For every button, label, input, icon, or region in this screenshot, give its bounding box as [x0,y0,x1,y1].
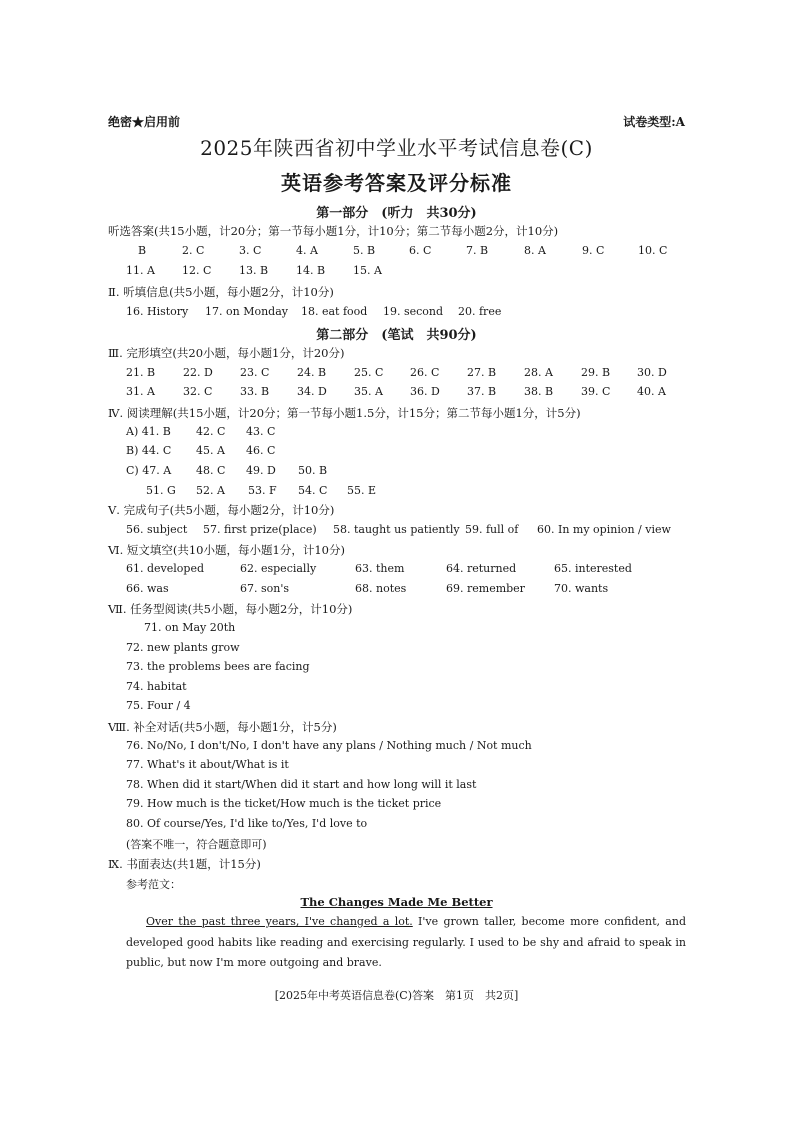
answer: A) 41. B [126,425,171,438]
answer: 54. C [298,484,328,497]
answer-line: 71. on May 20th [144,621,236,634]
answer: 66. was [126,582,169,595]
section-2-label: Ⅱ. 听填信息(共5小题，每小题2分，计10分) [108,285,334,299]
answer: 49. D [246,464,276,477]
answer-line: 76. No/No, I don't/No, I don't have any plans / Nothing much / Not much [126,739,532,752]
answer: 45. A [196,444,225,457]
section-1-label: 听选答案(共15小题，计20分；第一节每小题1分，计10分；第二节每小题2分，计10分) [108,224,559,238]
paper-type-label: 试卷类型:A [623,115,685,129]
answer: 60. In my opinion / view [537,523,671,536]
answer: 52. A [196,484,225,497]
answer: 62. especially [240,562,317,575]
answer: 8. A [524,244,546,257]
answer: 16. History [126,305,189,318]
answer: 11. A [126,264,155,277]
answer: 36. D [410,385,440,398]
reference-label: 参考范文： [126,878,181,891]
answer: 19. second [383,305,444,318]
answer: 28. A [524,366,553,379]
answer: B) 44. C [126,444,172,457]
answer: 58. taught us patiently [333,523,460,536]
answer: 43. C [246,425,276,438]
answer: 20. free [458,305,502,318]
essay-title: The Changes Made Me Better [300,895,493,909]
section-4-label: Ⅳ. 阅读理解(共15小题，计20分；第一节每小题1.5分，计15分；第二节每小题1分，计5分) [108,406,581,420]
part2-heading: 第二部分 (笔试 共90分) [316,328,477,343]
answer: 29. B [581,366,611,379]
essay-text: I've grown taller, become more confident, and developed good habits like reading and exercising regularly. I used to be shy and afraid to speak in public, but now I'm more outgoing and brave. [126,915,686,969]
page-subtitle: 英语参考答案及评分标准 [281,171,512,195]
answer: 6. C [409,244,432,257]
answer: 2. C [182,244,205,257]
section-6-label: Ⅵ. 短文填空(共10小题，每小题1分，计10分) [108,543,345,557]
answer: 3. C [239,244,262,257]
answer-line: 73. the problems bees are facing [126,660,310,673]
answer: 53. F [248,484,277,497]
answer-line: 75. Four / 4 [126,699,191,712]
answer: 59. full of [465,523,519,536]
answer: 51. G [146,484,176,497]
answer: 22. D [183,366,213,379]
answer: 13. B [239,264,269,277]
answer: 34. D [297,385,327,398]
answer: 27. B [467,366,497,379]
answer: 21. B [126,366,156,379]
answer-line: 72. new plants grow [126,641,240,654]
section-3-label: Ⅲ. 完形填空(共20小题，每小题1分，计20分) [108,346,345,360]
answer: 35. A [354,385,383,398]
confidential-label: 绝密★启用前 [108,115,181,129]
answer: 12. C [182,264,212,277]
answer: 30. D [637,366,667,379]
answer: 9. C [582,244,605,257]
answer: 40. A [637,385,666,398]
page-title: 2025年陕西省初中学业水平考试信息卷(C) [200,136,593,160]
answer: 10. C [638,244,668,257]
answer: 25. C [354,366,384,379]
answer: C) 47. A [126,464,172,477]
answer: 56. subject [126,523,188,536]
answer: 67. son's [240,582,290,595]
answer-line: 80. Of course/Yes, I'd like to/Yes, I'd love to [126,817,368,830]
answer: 55. E [347,484,377,497]
answer: 37. B [467,385,497,398]
answer: 24. B [297,366,327,379]
answer: 33. B [240,385,270,398]
answer: 61. developed [126,562,204,575]
essay-body [126,912,686,974]
answer: 14. B [296,264,326,277]
answer: 69. remember [446,582,525,595]
answer: 15. A [353,264,382,277]
answer: 64. returned [446,562,517,575]
essay-topic-sentence: Over the past three years, I've changed a lot. [146,915,413,928]
answer-line: 77. What's it about/What is it [126,758,289,771]
section-9-label: Ⅸ. 书面表达(共1题，计15分) [108,857,261,871]
section-5-label: Ⅴ. 完成句子(共5小题，每小题2分，计10分) [108,503,335,517]
answer-line: 74. habitat [126,680,187,693]
answer: 31. A [126,385,155,398]
answer: 70. wants [554,582,609,595]
part1-heading: 第一部分 (听力 共30分) [316,206,477,221]
answer-note: (答案不唯一，符合题意即可) [126,838,267,851]
answer: 38. B [524,385,554,398]
answer: 50. B [298,464,328,477]
answer: 26. C [410,366,440,379]
answer: 5. B [353,244,376,257]
answer-line: 79. How much is the ticket/How much is the ticket price [126,797,442,810]
section-8-label: Ⅷ. 补全对话(共5小题，每小题1分，计5分) [108,720,337,734]
page-footer: [2025年中考英语信息卷(C)答案 第1页 共2页] [274,989,519,1002]
answer: 4. A [296,244,318,257]
answer: B [138,244,147,257]
answer-line: 78. When did it start/When did it start and how long will it last [126,778,477,791]
answer: 32. C [183,385,213,398]
answer: 48. C [196,464,226,477]
answer: 7. B [466,244,489,257]
answer: 68. notes [355,582,407,595]
answer: 17. on Monday [205,305,288,318]
answer: 18. eat food [301,305,368,318]
answer: 46. C [246,444,276,457]
answer: 65. interested [554,562,632,575]
section-7-label: Ⅶ. 任务型阅读(共5小题，每小题2分，计10分) [108,602,353,616]
answer: 57. first prize(place) [203,523,317,536]
answer: 23. C [240,366,270,379]
answer: 63. them [355,562,405,575]
answer: 39. C [581,385,611,398]
answer: 42. C [196,425,226,438]
